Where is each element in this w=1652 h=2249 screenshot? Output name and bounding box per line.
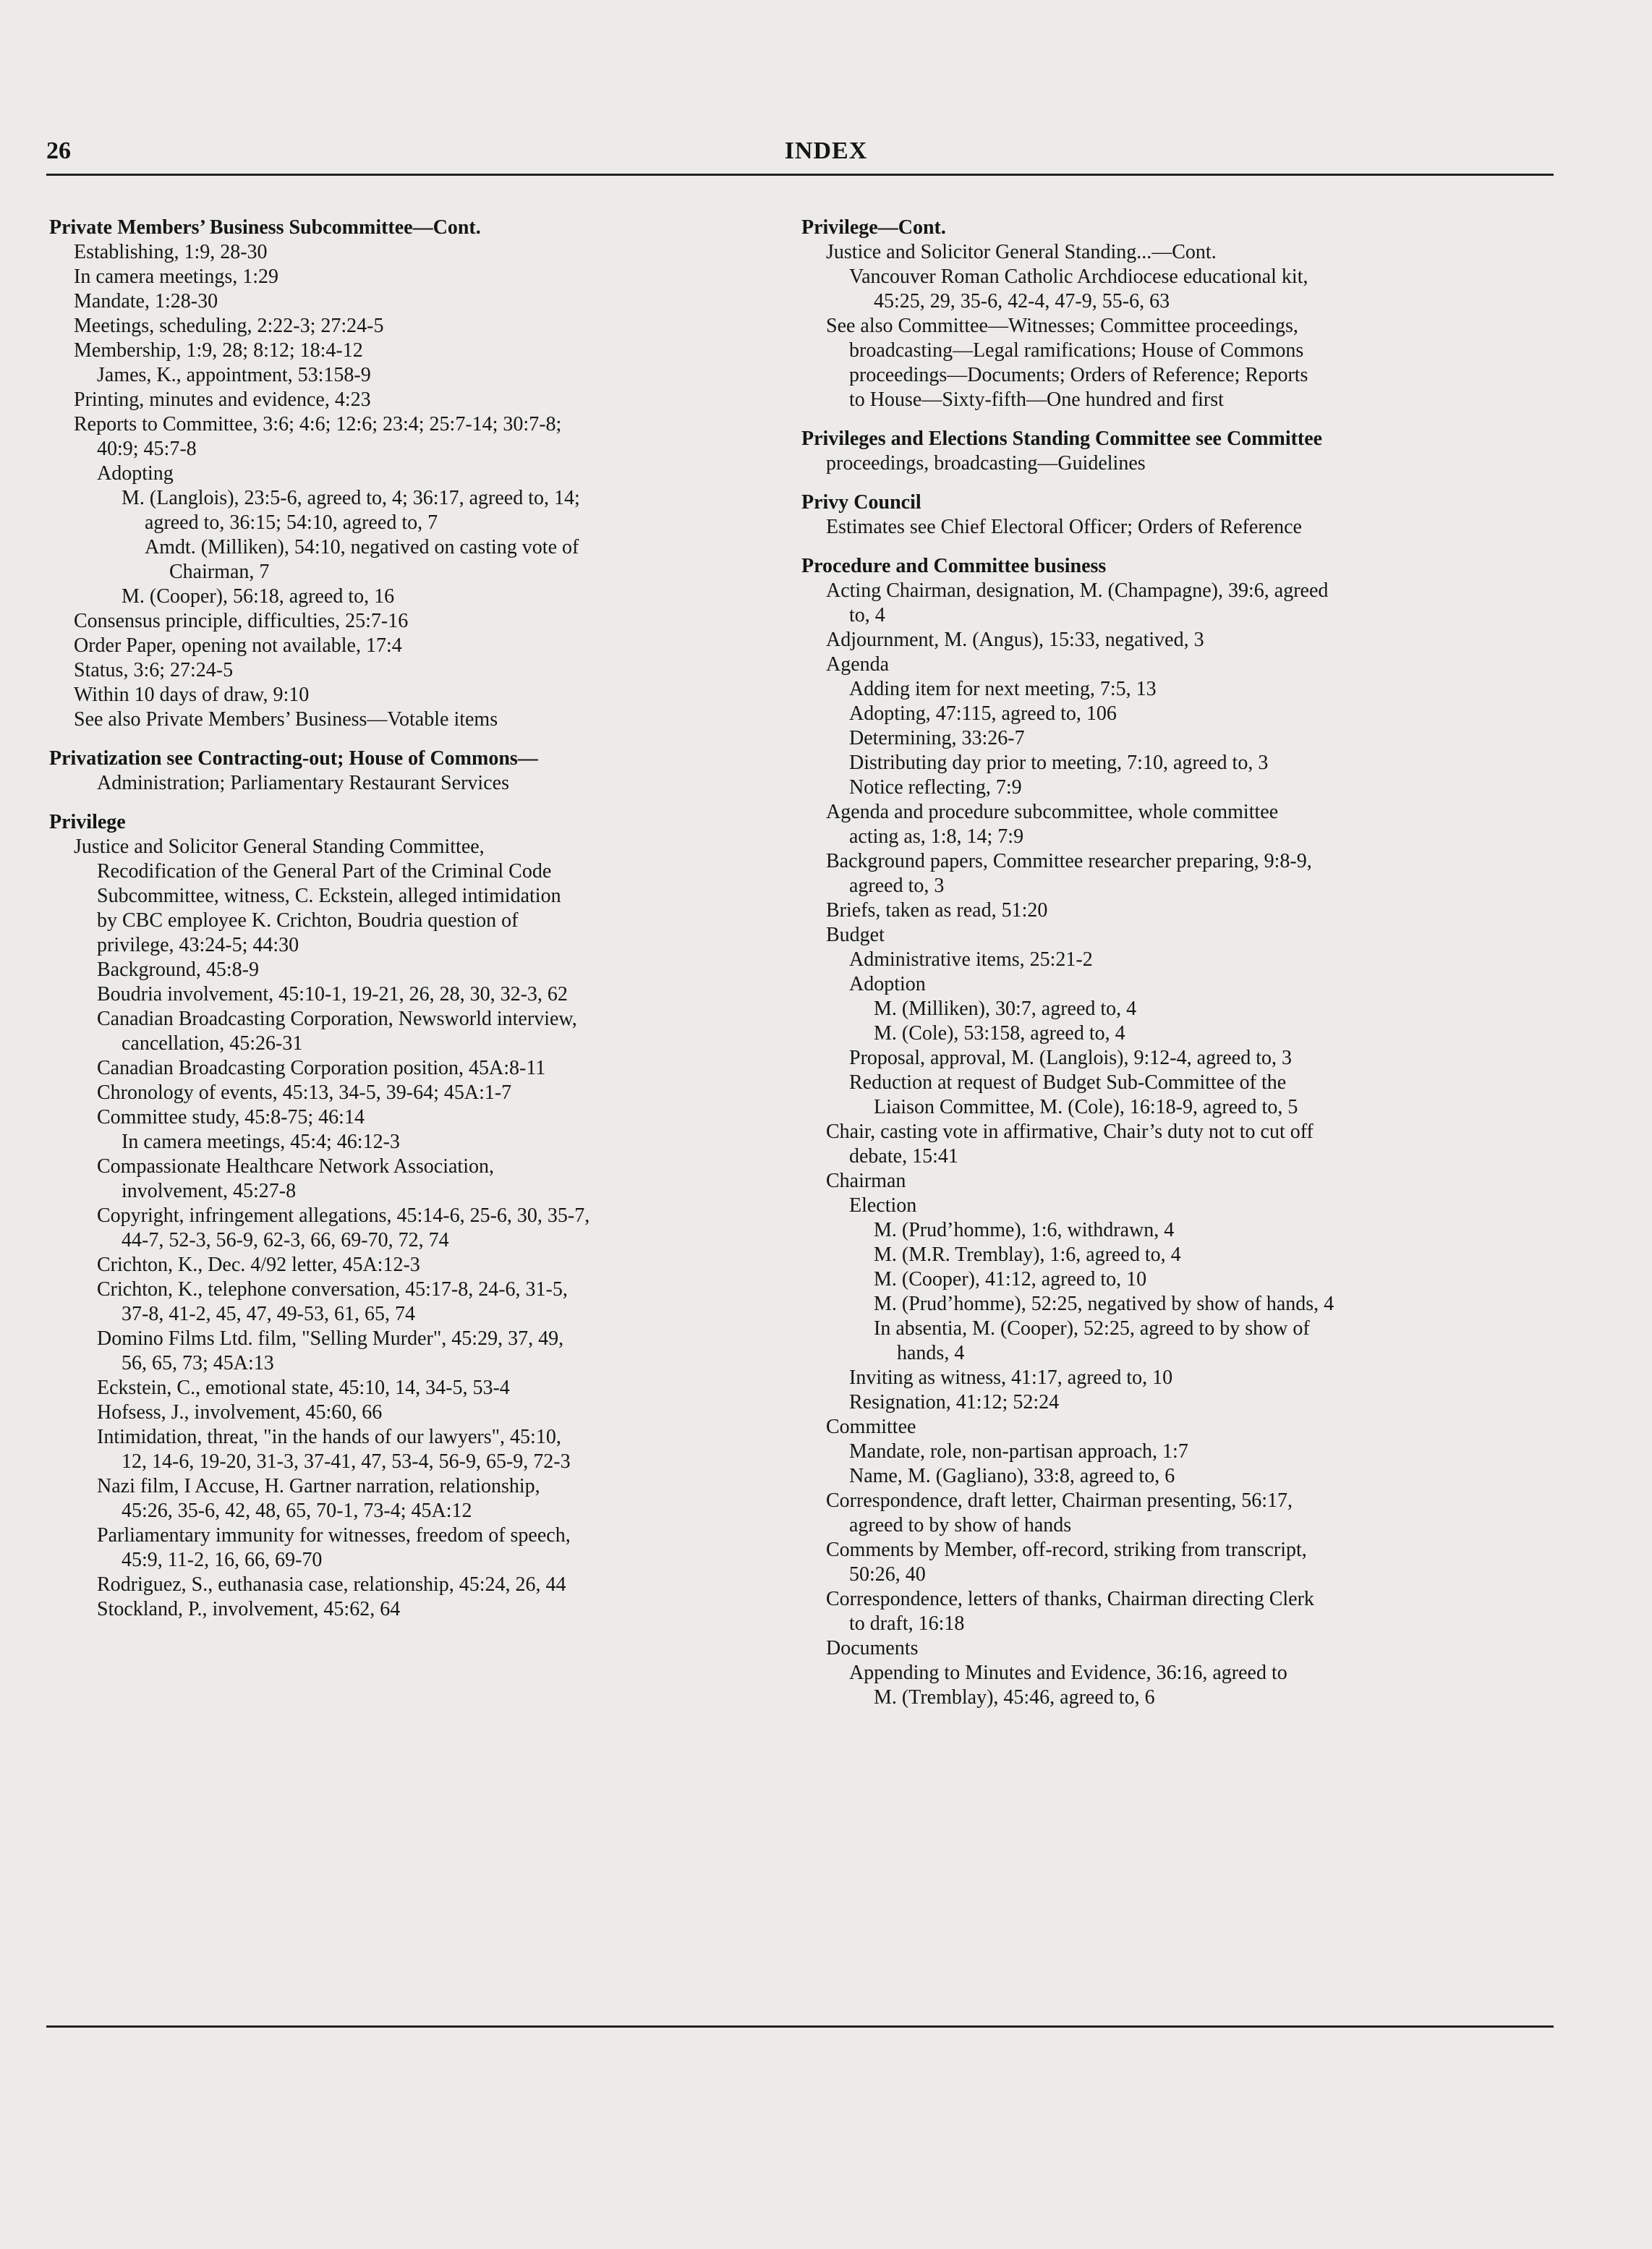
index-entry: involvement, 45:27-8 (122, 1180, 297, 1202)
footer-rule (46, 2025, 1554, 2028)
index-heading: Privilege—Cont. (801, 216, 946, 239)
index-entry: broadcasting—Legal ramifications; House of Commons (849, 339, 1304, 362)
index-entry: Budget (826, 924, 885, 946)
index-entry: Correspondence, letters of thanks, Chairman directing Clerk (826, 1588, 1314, 1610)
index-entry: Amdt. (Milliken), 54:10, negatived on casting vote of (145, 536, 579, 558)
index-entry: Chairman (826, 1170, 906, 1192)
section-gap (801, 476, 1525, 490)
index-entry: Subcommittee, witness, C. Eckstein, alleged intimidation (97, 885, 561, 907)
index-column-right (801, 216, 1525, 1710)
index-entry: M. (Cooper), 56:18, agreed to, 16 (122, 585, 395, 608)
index-entry: Mandate, 1:28-30 (74, 290, 218, 313)
index-entry: Correspondence, draft letter, Chairman presenting, 56:17, (826, 1489, 1293, 1512)
index-entry: Committee study, 45:8-75; 46:14 (97, 1106, 365, 1128)
index-entry: Intimidation, threat, "in the hands of our lawyers", 45:10, (97, 1426, 561, 1448)
index-entry: 37-8, 41-2, 45, 47, 49-53, 61, 65, 74 (122, 1303, 415, 1325)
index-entry: Adding item for next meeting, 7:5, 13 (849, 678, 1157, 700)
index-entry: Canadian Broadcasting Corporation position, 45A:8-11 (97, 1057, 546, 1079)
index-entry: proceedings—Documents; Orders of Reference; Reports (849, 364, 1308, 386)
index-entry: See also Committee—Witnesses; Committee proceedings, (826, 315, 1298, 337)
index-entry: Adopting (97, 462, 174, 485)
index-entry: 56, 65, 73; 45A:13 (122, 1352, 274, 1374)
index-entry: to draft, 16:18 (849, 1612, 965, 1635)
index-entry: In absentia, M. (Cooper), 52:25, agreed to by show of (874, 1317, 1310, 1340)
index-entry: Order Paper, opening not available, 17:4 (74, 634, 402, 657)
index-entry: debate, 15:41 (849, 1145, 958, 1168)
index-entry: M. (Tremblay), 45:46, agreed to, 6 (874, 1686, 1155, 1709)
header-rule (46, 174, 1554, 176)
index-entry: Crichton, K., telephone conversation, 45:17-8, 24-6, 31-5, (97, 1278, 568, 1301)
index-column-left (49, 216, 772, 1622)
section-gap (801, 412, 1525, 427)
page-title: INDEX (784, 137, 868, 164)
index-entry: See also Private Members’ Business—Votable items (74, 708, 498, 731)
index-entry: 45:25, 29, 35-6, 42-4, 47-9, 55-6, 63 (874, 290, 1170, 313)
index-entry: Copyright, infringement allegations, 45:14-6, 25-6, 30, 35-7, (97, 1204, 590, 1227)
index-entry: to, 4 (849, 604, 885, 626)
index-entry: privilege, 43:24-5; 44:30 (97, 934, 299, 956)
index-entry: Agenda (826, 653, 890, 676)
index-heading: Privileges and Elections Standing Committee see Committee (801, 428, 1323, 450)
index-entry: Canadian Broadcasting Corporation, Newsworld interview, (97, 1008, 577, 1030)
index-entry: Domino Films Ltd. film, "Selling Murder", 45:29, 37, 49, (97, 1327, 564, 1350)
index-entry: 40:9; 45:7-8 (97, 438, 197, 460)
index-entry: Mandate, role, non-partisan approach, 1:7 (849, 1440, 1188, 1463)
index-heading: Procedure and Committee business (801, 555, 1107, 577)
index-entry: 50:26, 40 (849, 1563, 926, 1586)
index-entry: In camera meetings, 1:29 (74, 265, 279, 288)
index-entry: Adoption (849, 973, 926, 995)
index-entry: Justice and Solicitor General Standing...—Cont. (826, 241, 1217, 263)
index-entry: Status, 3:6; 27:24-5 (74, 659, 234, 681)
index-entry: Recodification of the General Part of the Criminal Code (97, 860, 552, 883)
index-entry: Establishing, 1:9, 28-30 (74, 241, 268, 263)
index-entry: Justice and Solicitor General Standing Committee, (74, 836, 485, 858)
index-entry: Rodriguez, S., euthanasia case, relationship, 45:24, 26, 44 (97, 1573, 566, 1596)
index-entry: Eckstein, C., emotional state, 45:10, 14, 34-5, 53-4 (97, 1377, 510, 1399)
index-entry: Chronology of events, 45:13, 34-5, 39-64; 45A:1-7 (97, 1081, 512, 1104)
index-entry: by CBC employee K. Crichton, Boudria question of (97, 909, 519, 932)
index-entry: Stockland, P., involvement, 45:62, 64 (97, 1598, 401, 1620)
page-number: 26 (46, 137, 71, 164)
index-entry: Parliamentary immunity for witnesses, freedom of speech, (97, 1524, 571, 1547)
index-entry: Documents (826, 1637, 919, 1659)
index-entry: Reduction at request of Budget Sub-Committee of the (849, 1071, 1287, 1094)
index-entry: M. (M.R. Tremblay), 1:6, agreed to, 4 (874, 1243, 1181, 1266)
index-entry: Chair, casting vote in affirmative, Chair’s duty not to cut off (826, 1121, 1313, 1143)
index-heading: Privilege (49, 811, 126, 833)
index-entry: Printing, minutes and evidence, 4:23 (74, 388, 371, 411)
index-entry: 12, 14-6, 19-20, 31-3, 37-41, 47, 53-4, 56-9, 65-9, 72-3 (122, 1450, 571, 1473)
index-entry: M. (Prud’homme), 52:25, negatived by show of hands, 4 (874, 1293, 1334, 1315)
index-entry: to House—Sixty-fifth—One hundred and first (849, 388, 1224, 411)
section-gap (49, 732, 772, 747)
index-entry: Administration; Parliamentary Restaurant Services (97, 772, 509, 794)
index-entry: Name, M. (Gagliano), 33:8, agreed to, 6 (849, 1465, 1175, 1487)
index-heading: Privy Council (801, 491, 921, 514)
index-entry: M. (Prud’homme), 1:6, withdrawn, 4 (874, 1219, 1175, 1241)
index-entry: Background papers, Committee researcher preparing, 9:8-9, (826, 850, 1312, 872)
index-entry: Membership, 1:9, 28; 8:12; 18:4-12 (74, 339, 363, 362)
index-entry: Consensus principle, difficulties, 25:7-16 (74, 610, 409, 632)
index-entry: Election (849, 1194, 917, 1217)
index-entry: M. (Cooper), 41:12, agreed to, 10 (874, 1268, 1147, 1291)
index-entry: In camera meetings, 45:4; 46:12-3 (122, 1131, 400, 1153)
index-entry: Inviting as witness, 41:17, agreed to, 10 (849, 1366, 1173, 1389)
index-entry: Adopting, 47:115, agreed to, 106 (849, 702, 1117, 725)
index-entry: Liaison Committee, M. (Cole), 16:18-9, agreed to, 5 (874, 1096, 1298, 1118)
index-entry: Adjournment, M. (Angus), 15:33, negatived, 3 (826, 629, 1204, 651)
index-heading: Privatization see Contracting-out; House of Commons— (49, 747, 538, 770)
index-entry: hands, 4 (897, 1342, 965, 1364)
index-entry: Notice reflecting, 7:9 (849, 776, 1022, 799)
index-entry: Boudria involvement, 45:10-1, 19-21, 26, 28, 30, 32-3, 62 (97, 983, 568, 1006)
index-entry: Acting Chairman, designation, M. (Champagne), 39:6, agreed (826, 579, 1329, 602)
index-entry: Nazi film, I Accuse, H. Gartner narration, relationship, (97, 1475, 540, 1497)
index-entry: Compassionate Healthcare Network Association, (97, 1155, 494, 1178)
index-entry: Committee (826, 1416, 916, 1438)
index-entry: 44-7, 52-3, 56-9, 62-3, 66, 69-70, 72, 74 (122, 1229, 449, 1251)
index-entry: Chairman, 7 (169, 561, 270, 583)
index-entry: Resignation, 41:12; 52:24 (849, 1391, 1060, 1413)
index-entry: Background, 45:8-9 (97, 958, 259, 981)
index-entry: proceedings, broadcasting—Guidelines (826, 452, 1146, 475)
index-entry: Determining, 33:26-7 (849, 727, 1025, 749)
index-entry: cancellation, 45:26-31 (122, 1032, 303, 1055)
index-entry: M. (Cole), 53:158, agreed to, 4 (874, 1022, 1125, 1045)
index-entry: Comments by Member, off-record, striking from transcript, (826, 1539, 1307, 1561)
index-entry: Agenda and procedure subcommittee, whole committee (826, 801, 1279, 823)
section-gap (49, 796, 772, 810)
index-entry: Reports to Committee, 3:6; 4:6; 12:6; 23:4; 25:7-14; 30:7-8; (74, 413, 562, 435)
index-entry: agreed to, 36:15; 54:10, agreed to, 7 (145, 511, 438, 534)
index-entry: Meetings, scheduling, 2:22-3; 27:24-5 (74, 315, 384, 337)
index-entry: M. (Milliken), 30:7, agreed to, 4 (874, 998, 1137, 1020)
index-entry: James, K., appointment, 53:158-9 (97, 364, 371, 386)
index-entry: Estimates see Chief Electoral Officer; Orders of Reference (826, 516, 1302, 538)
index-entry: M. (Langlois), 23:5-6, agreed to, 4; 36:17, agreed to, 14; (122, 487, 580, 509)
index-entry: Briefs, taken as read, 51:20 (826, 899, 1048, 922)
index-entry: Crichton, K., Dec. 4/92 letter, 45A:12-3 (97, 1254, 420, 1276)
index-entry: Proposal, approval, M. (Langlois), 9:12-4, agreed to, 3 (849, 1047, 1292, 1069)
index-entry: 45:26, 35-6, 42, 48, 65, 70-1, 73-4; 45A:12 (122, 1500, 472, 1522)
index-heading: Private Members’ Business Subcommittee—Cont. (49, 216, 481, 239)
section-gap (801, 540, 1525, 554)
index-entry: agreed to by show of hands (849, 1514, 1072, 1536)
index-entry: Within 10 days of draw, 9:10 (74, 684, 310, 706)
index-entry: Appending to Minutes and Evidence, 36:16, agreed to (849, 1662, 1287, 1684)
index-entry: agreed to, 3 (849, 875, 945, 897)
index-entry: Hofsess, J., involvement, 45:60, 66 (97, 1401, 383, 1424)
index-entry: 45:9, 11-2, 16, 66, 69-70 (122, 1549, 323, 1571)
index-entry: Administrative items, 25:21-2 (849, 948, 1093, 971)
index-entry: Vancouver Roman Catholic Archdiocese educational kit, (849, 265, 1308, 288)
index-entry: acting as, 1:8, 14; 7:9 (849, 825, 1024, 848)
index-entry: Distributing day prior to meeting, 7:10, agreed to, 3 (849, 752, 1269, 774)
